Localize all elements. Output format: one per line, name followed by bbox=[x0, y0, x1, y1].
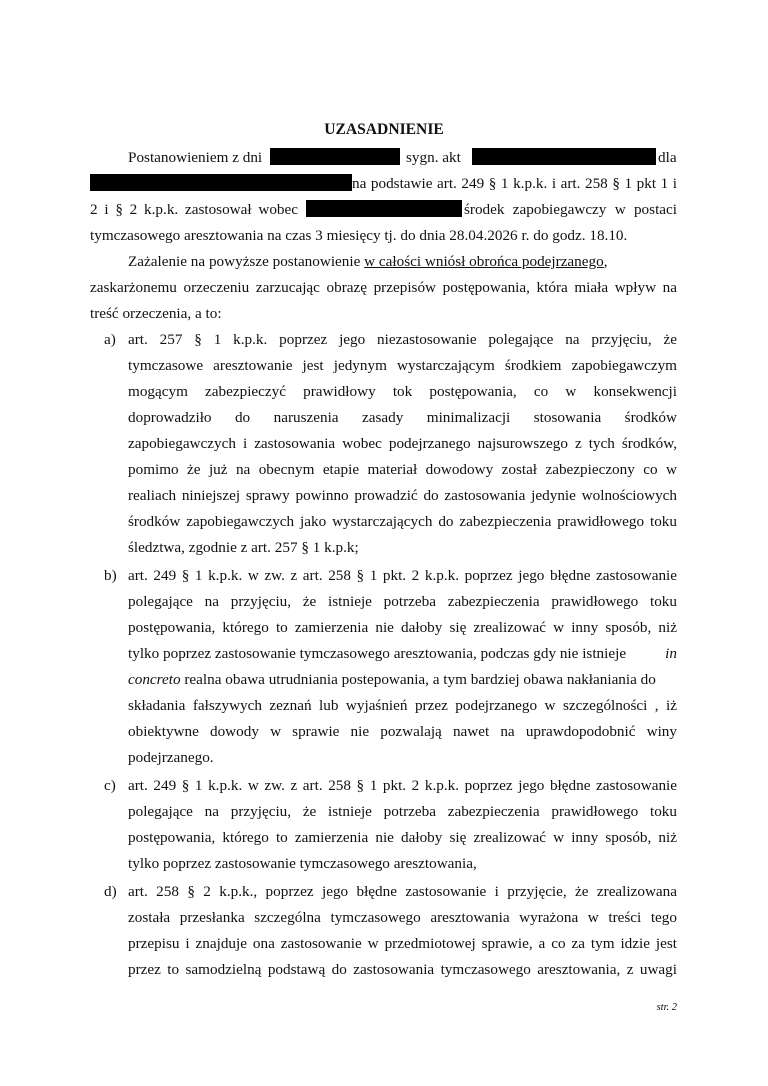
list-item-line: realiach niniejszej sprawy powinno prowadzić do zastosowania jedynie wolnościowych bbox=[128, 487, 677, 504]
para2-line2: zaskarżonemu orzeczeniu zarzucając obrazę przepisów postępowania, która miała wpływ na bbox=[90, 279, 677, 296]
para2-line3: treść orzeczenia, a to: bbox=[90, 305, 222, 322]
para1-line3-start: 2 i § 2 k.p.k. zastosował wobec bbox=[90, 201, 298, 218]
list-item-line: art. 257 § 1 k.p.k. poprzez jego niezastosowanie polegające na przyjęciu, że bbox=[128, 331, 677, 348]
list-item-label: c) bbox=[104, 777, 116, 794]
list-item-line: środków zapobiegawczych jako wystarczających do zabezpieczenia prawidłowego toku bbox=[128, 513, 677, 530]
redaction-bar bbox=[90, 174, 352, 191]
list-item-line: tylko poprzez zastosowanie tymczasowego aresztowania, bbox=[128, 855, 477, 872]
list-item-line: tymczasowe aresztowanie jest jedynym wystarczającym środkiem zapobiegawczym bbox=[128, 357, 677, 374]
list-item-line: obiektywne dowody w sprawie nie pozwalają nawet na uprawdopodobnić winy bbox=[128, 723, 677, 740]
para2-line1-comma: , bbox=[603, 253, 608, 270]
redaction-bar bbox=[270, 148, 400, 165]
para1-line1-start: Postanowieniem z dni bbox=[128, 149, 263, 166]
list-item-line: przepisu i znajduje ona zastosowanie w przedmiotowej sprawie, a co za tym idzie jest bbox=[128, 935, 677, 952]
redaction-bar bbox=[306, 200, 462, 217]
para1-line3-end: środek zapobiegawczy w postaci bbox=[464, 201, 677, 218]
list-item-line: art. 249 § 1 k.p.k. w zw. z art. 258 § 1 pkt. 2 k.p.k. poprzez jego błędne zastosowanie bbox=[128, 567, 677, 584]
page-number: str. 2 bbox=[656, 1002, 677, 1013]
list-item-label: d) bbox=[104, 883, 117, 900]
list-item-text: realna obawa utrudniania postepowania, a tym bardziej obawa nakłaniania do bbox=[184, 671, 656, 688]
list-item-line: postępowania, którego to zamierzenia nie dałoby się zrealizować w inny sposób, niż bbox=[128, 829, 677, 846]
list-item-line: art. 249 § 1 k.p.k. w zw. z art. 258 § 1 pkt. 2 k.p.k. poprzez jego błędne zastosowanie bbox=[128, 777, 677, 794]
para1-line1-end: dla bbox=[658, 149, 677, 166]
list-item-line: pomimo że już na obecnym etapie materiał dowodowy został zabezpieczony co w bbox=[128, 461, 677, 478]
list-item-line: polegające na przyjęciu, że istnieje potrzeba zabezpieczenia prawidłowego toku bbox=[128, 803, 677, 820]
list-item-line: podejrzanego. bbox=[128, 749, 214, 766]
document-title: UZASADNIENIE bbox=[324, 121, 444, 138]
list-item-line: składania fałszywych zeznań lub wyjaśnień przez podejrzanego w szczególności , iż bbox=[128, 697, 677, 714]
list-item-line: polegające na przyjęciu, że istnieje potrzeba zabezpieczenia prawidłowego toku bbox=[128, 593, 677, 610]
list-item-line: śledztwa, zgodnie z art. 257 § 1 k.p.k; bbox=[128, 539, 359, 556]
italic-text: concreto bbox=[128, 671, 181, 688]
list-item-line: mogącym zabezpieczyć prawidłowy tok postępowania, co w konsekwencji bbox=[128, 383, 677, 400]
italic-text: in bbox=[665, 645, 677, 662]
list-item-line: przez to samodzielną podstawą do zastosowania tymczasowego aresztowania, z uwagi bbox=[128, 961, 677, 978]
list-item-line bbox=[128, 670, 677, 690]
list-item-line: art. 258 § 2 k.p.k., poprzez jego błędne zastosowanie i przyjęcie, że zrealizowana bbox=[128, 883, 677, 900]
redaction-bar bbox=[472, 148, 656, 165]
list-item-line bbox=[128, 644, 677, 664]
list-item-label: a) bbox=[104, 331, 116, 348]
para2-line1 bbox=[128, 252, 608, 272]
list-item-label: b) bbox=[104, 567, 117, 584]
para1-line1-sygn: sygn. akt bbox=[406, 149, 461, 166]
para1-line4: tymczasowego aresztowania na czas 3 miesięcy tj. do dnia 28.04.2026 r. do godz. 18.10. bbox=[90, 227, 628, 244]
list-item-line: postępowania, którego to zamierzenia nie dałoby się zrealizować w inny sposób, niż bbox=[128, 619, 677, 636]
list-item-line: doprowadziło do naruszenia zasady minimalizacji stosowania środków bbox=[128, 409, 677, 426]
para2-line1-text: Zażalenie na powyższe postanowienie bbox=[128, 253, 361, 270]
list-item-text: tylko poprzez zastosowanie tymczasowego aresztowania, podczas gdy nie istnieje bbox=[128, 645, 627, 662]
list-item-line: zapobiegawczych i zastosowania wobec podejrzanego najsurowszego z tych środków, bbox=[128, 435, 677, 452]
list-item-line: została przesłanka szczególna tymczasowego aresztowania wyrażona w treści tego bbox=[128, 909, 677, 926]
para2-underlined-text: w całości wniósł obrońca podejrzanego bbox=[364, 253, 604, 270]
para1-line2: na podstawie art. 249 § 1 k.p.k. i art. 258 § 1 pkt 1 i bbox=[352, 175, 677, 192]
